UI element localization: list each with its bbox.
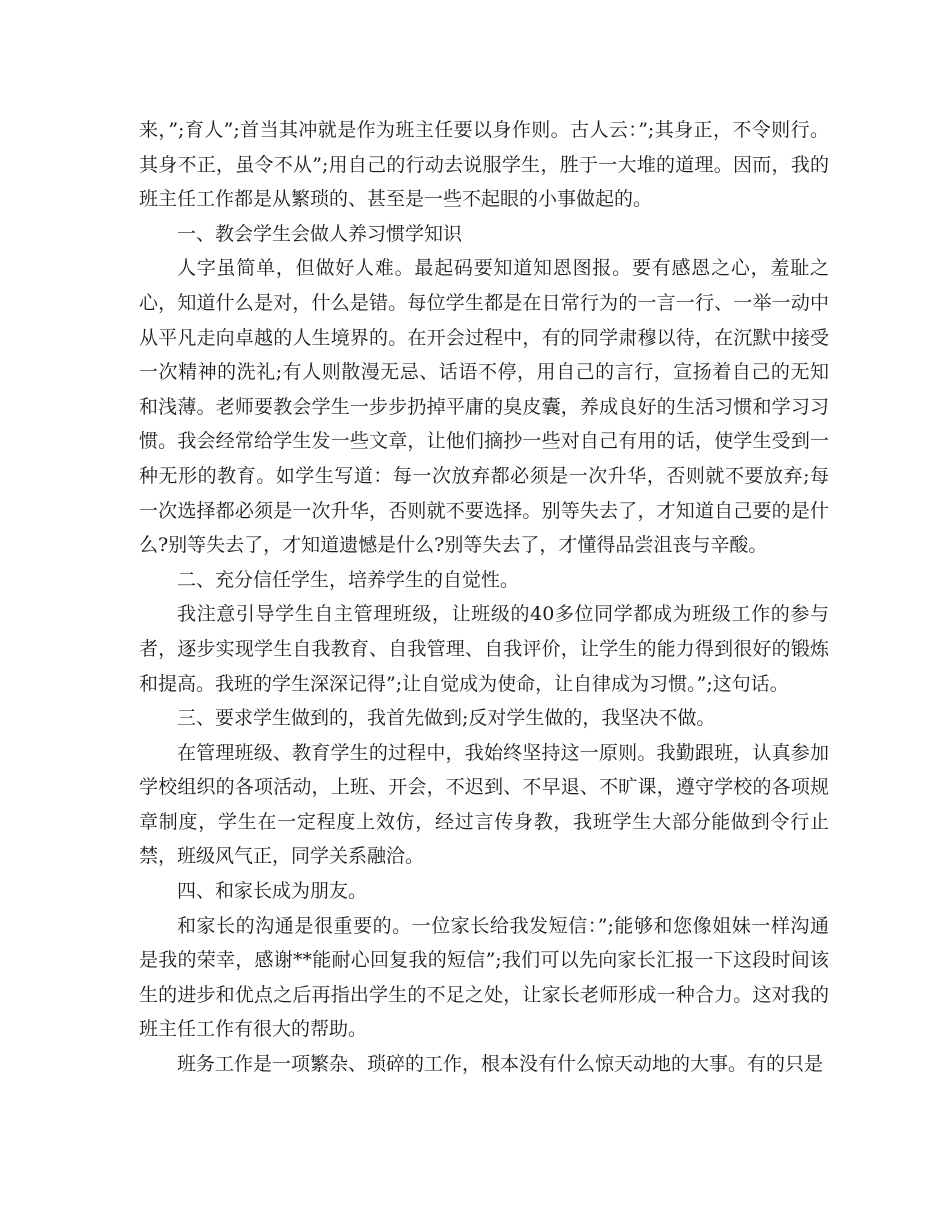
paragraph-body: 在管理班级、教育学生的过程中，我始终坚持这一原则。我勤跟班，认真参加学校组织的各项活动，上班、开会，不迟到、不早退、不旷课，遵守学校的各项规章制度，学生在一定程度上效仿，经过言传身教，我班学生大部分能做到令行止禁，班级风气正，同学关系融洽。	[139, 741, 829, 868]
section-heading-2: 二、充分信任学生，培养学生的自觉性。	[177, 568, 520, 591]
document-body	[139, 113, 829, 1082]
section-heading-1: 一、教会学生会做人养习惯学知识	[177, 222, 463, 245]
section-heading-3: 三、要求学生做到的，我首先做到;反对学生做的，我坚决不做。	[177, 707, 716, 730]
paragraph-body: 人字虽简单，但做好人难。最起码要知道知恩图报。要有感恩之心，羞耻之心，知道什么是对，什么是错。每位学生都是在日常行为的一言一行、一举一动中从平凡走向卓越的人生境界的。在开会过程中，有的同学肃穆以待，在沉默中接受一次精神的洗礼;有人则散漫无忌、话语不停，用自己的言行，宣扬着自己的无知和浅薄。老师要教会学生一步步扔掉平庸的臭皮囊，养成良好的生活习惯和学习习惯。我会经常给学生发一些文章，让他们摘抄一些对自己有用的话，使学生受到一种无形的教育。如学生写道：每一次放弃都必须是一次升华，否则就不要放弃;每一次选择都必须是一次升华，否则就不要选择。别等失去了，才知道自己要的是什么?别等失去了，才知道遗憾是什么?别等失去了，才懂得品尝沮丧与辛酸。	[139, 257, 829, 557]
paragraph-body: 和家长的沟通是很重要的。一位家长给我发短信：”;能够和您像姐妹一样沟通是我的荣幸，感谢**能耐心回复我的短信”;我们可以先向家长汇报一下这段时间该生的进步和优点之后再指出学生的不足之处，让家长老师形成一种合力。这对我的班主任工作有很大的帮助。	[139, 914, 829, 1041]
paragraph-continuation: 来，”;育人”;首当其冲就是作为班主任要以身作则。古人云：”;其身正，不令则行。其身不正，虽令不从”;用自己的行动去说服学生，胜于一大堆的道理。因而，我的班主任工作都是从繁琐的、甚至是一些不起眼的小事做起的。	[139, 119, 829, 211]
paragraph-body: 班务工作是一项繁杂、琐碎的工作，根本没有什么惊天动地的大事。有的只是	[177, 1053, 824, 1076]
section-heading-4: 四、和家长成为朋友。	[177, 880, 368, 903]
paragraph-body: 我注意引导学生自主管理班级，让班级的40多位同学都成为班级工作的参与者，逐步实现学生自我教育、自我管理、自我评价，让学生的能力得到很好的锻炼和提高。我班的学生深深记得”;让自觉成为使命，让自律成为习惯。”;这句话。	[139, 603, 829, 695]
